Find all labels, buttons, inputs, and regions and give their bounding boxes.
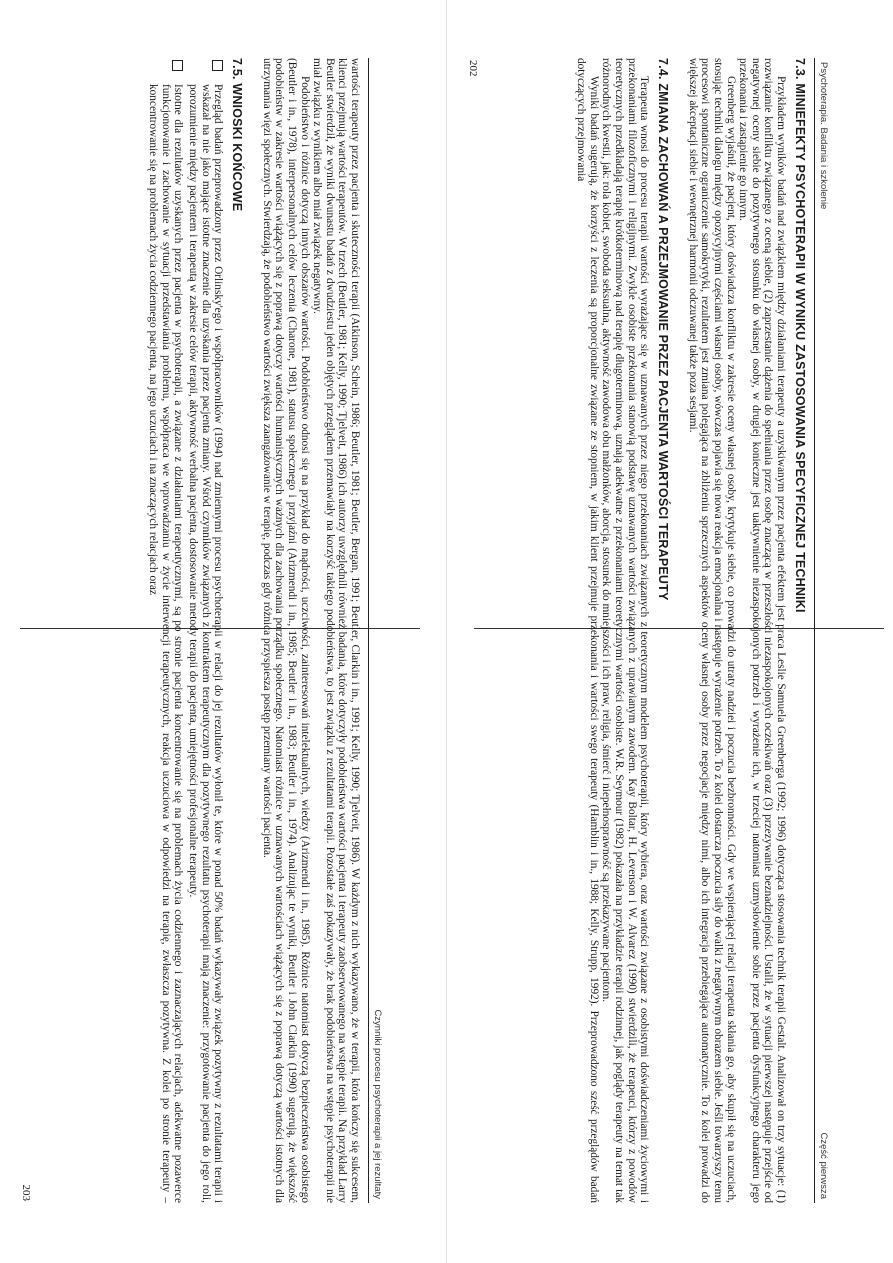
page-number: 203 bbox=[20, 1184, 32, 1201]
header-right: Czynniki procesu psychoterapii a jej rezultaty bbox=[372, 1009, 383, 1199]
header-left: Psychoterapia. Badania i szkolenie bbox=[818, 62, 829, 210]
section-title-7-4: 7.4. ZMIANA ZACHOWAŃ A PRZEJMOWANIE PRZEZ PACJENTA WARTOŚCI TERAPEUTY bbox=[656, 58, 671, 601]
checkbox-square-icon bbox=[212, 60, 223, 71]
page-body bbox=[147, 58, 361, 1203]
paragraph: Przykładem wyników badań nad związkiem między działaniami terapeuty a uzyskiwanym przez pacjenta efektem jest praca Leslie Samuela Greenberga (1992; 1996) dotycząca stosowania technik terapii Gestalt. Analizował on trzy sytuacje: (1) rozwiązanie konfliktu związanego z oceną siebie, (2) zaprzestanie dążenia do spełniania przez osobę znaczącą w przeszłości niezaspokojonych oczekiwań oraz (3) przezywanie beznadziejności. Ustalił, że w sytuacji pierwszej następuje przejście od negatywnej oceny siebie do pozytywnego stosunku do własnej osoby, w drugiej konieczne jest uaktywnienie niezaspokojonych potrzeb i wyrażenie ich, w trzeciej natomiast uzmysłowienie sobie przez pacjenta dysfunkcyjnego charakteru jego przekonania i zastąpienie go innym. bbox=[737, 58, 787, 1203]
bullet-item bbox=[147, 58, 185, 1203]
section-title-7-5: 7.5. WNIOSKI KOŃCOWE bbox=[230, 58, 245, 212]
checkbox-square-icon bbox=[172, 60, 183, 71]
section-title-7-3: 7.3. MINIEFEKTY PSYCHOTERAPII W WYNIKU ZASTOSOWANIA SPECYFICZNEJ TECHNIKI bbox=[793, 58, 807, 613]
bullet-text: Przegląd badań przeprowadzony przez Orlinsky'ego i współpracowników (1994) nad zmiennymi procesu psychoterapii w relacji do jej rezultatów wyłonił te, które w ponad 50% badań wykazywały związek pozytywny z rezultatami terapii i wskazał na nie jako mające istotne znaczenie dla uzyskania przez pacjenta zmiany. Wśród czynników związanych z kontraktem terapeutycznym dla pozytywnego rezultatu psychoterapii mają znaczenie: przygotowanie pacjenta do jego roli, porozumienie między pacjentem i terapeutą w zakresie celów terapii, aktywność werbalna pacjenta, dostosowanie metody terapii do pacjenta, umiejętności profesjonalne terapeuty. bbox=[187, 84, 225, 1203]
paragraph: Podobieństwo i różnice dotyczą innych obszarów wartości. Podobieństwo odnosi się na przykład do mądrości, uczciwości, zainteresowań intelektualnych, wiedzy (Arizmendi i in., 1985). Różnice natomiast dotyczą bezpieczeństwa osobistego (Beutler i in., 1978), interpersonalnych celów leczenia (Charone, 1981), statusu społecznego i przyjaźni (Arizmendi i in., 1985; Beutler i in., 1983; Beutler i in., 1974). Analizując te wyniki, Beutler i John Clarkin (1990) sugerują, że większość podobieństw w zakresie wartości wiążących się z poprawą dotyczy wartości humanistycznych ważnych dla zachowania porządku społecznego. Natomiast różnice w uznawanych wartościach wiążących się z poprawą dotyczą wartości istotnych dla utrzymania więzi społecznych. Stwierdzają, że podobieństwo wartości zwiększa zaangażowanie w terapię, podczas gdy różnica przyspiesza postęp przemiany wartości pacjenta. bbox=[260, 58, 311, 1203]
running-header bbox=[368, 58, 385, 1203]
bullet-item bbox=[186, 58, 224, 1203]
bullet-text: Istotne dla rezultatów uzyskanych przez pacjenta w psychoterapii, a związane z działaniami terapeutycznymi, są po stronie pacjenta koncentrowanie się na problemach życia codziennego i zaznaczających relacjach, adekwatne pozawerce funkcjonowanie i zachowanie w sytuacji przedstawiania problemu, współpraca we wprowadzaniu w życie interwencji terapeutycznych, reakcja uczuciowa w odpowiedzi na terapię, zwłaszcza pozytywna. Z kolei po stronie terapeuty – koncentrowanie się na problemach życia codziennego pacjenta, na jego uczuciach i na znaczących relacjach oraz bbox=[147, 84, 185, 1203]
header-right: Część pierwsza bbox=[818, 1132, 829, 1199]
paragraph: Terapeuta wnosi do procesu terapii wartości wyrażające się w uznawanych przez niego przekonaniach związanych z teoretycznym modelem psychoterapii, który wybiera, oraz wartości związane z osobistymi doświadczeniami życiowymi i przekonaniami filozoficznymi i religijnymi. Zwykle osobiste przekonania stanowią podstawę uznawanych wartości związanych z uprawianym zawodem. Kay Boltar, H. Levenson i W. Alvarez (1990) stwierdzili, że terapeuci, którzy z powodów teoretycznych przedkładają terapię krótkoterminową nad terapię długoterminową, uznają adekwatne z przekonaniami teoretycznymi wartości osobiste. W.R. Seymour (1982) pokazała na przykładzie terapii rodzinnej, jak poglądy terapeuty na temat tak różnorodnych kwestii, jak: rola kobiet, swoboda seksualna, aktywność zawodowa obu małżonków, aborcja, stosunek do mniejszości i ich praw, religia, śmierć i niepełnosprawność są przekazywane pacjentom. bbox=[600, 58, 651, 1203]
running-header bbox=[814, 58, 831, 1203]
paragraph: Greenberg wyjaśnił, że pacjent, który doświadcza konfliktu w zakresie oceny własnej osoby, krytykuje siebie, co prowadzi do utraty nadziei i poczucia bezbronności. Gdy we wspierającej relacji terapeuta skłania go, aby skupił się na uczuciach, stosując techniki dialogu między opozycyjnymi częściami własnej osoby, wówczas pojawia się nowa reakcja emocjonalna i następuje wyrażenie potrzeb. To z kolei dostarcza poczucia siły do walki z negatywnym obrazem siebie. Jeśli towarzyszy temu procesowi spontaniczne ograniczenie samokrytyki, rezultatem jest zmiana polegająca na zbliżeniu sprzecznych aspektów oceny własnej osoby przez negocjacje między nimi, albo ich integracja przebiegająca automatycznie. To z kolei prowadzi do większej akceptacji siebie i wewnętrznej harmonii odczuwanej także poza sesjami. bbox=[686, 58, 737, 1203]
paragraph: Wyniki badań sugerują, że korzyści z leczenia są proporcjonalne związane ze stopniem, w jakim klient przejmuje przekonania i wartości swego terapeuty (Hamblin i in., 1988; Kelly, Strupp, 1992). Przeprowadzono sześć przeglądów badań dotyczących przejmowania bbox=[575, 58, 600, 1203]
page-number: 202 bbox=[467, 60, 479, 77]
page-202 bbox=[447, 0, 893, 1263]
page-body bbox=[575, 58, 807, 1203]
paragraph: wartości terapeuty przez pacjenta i skuteczności terapii (Atkinson, Schein, 1986; Beutler, 1981; Beutler, Bergan, 1991; Beutler, Clarkin i in., 1991; Kelly, 1990; Tjelveit, 1986). W każdym z nich wykazywano, że w terapii, która kończy się sukcesem, klienci przejmują wartości terapeutów. W trzech (Beutler, 1981; Kelly, 1990; Tjelveit, 1986) ich autorzy uwzględnili również badania, które dotyczyły podobieństwa wartości pacjenta i terapeuty zaobserwowanego na wstępie terapii. Na przykład Larry Beutler stwierdził, że wyniki dwunastu badań z dwudziestu jeden objętych przeglądem przemawiały na korzyść takiego podobieństwa, to jest związku z rezultatami terapii. Pozostałe zaś pokazywały, że brak podobieństwa na wstępie psychoterapii nie miał związku z wynikiem albo miał związek negatywny. bbox=[311, 58, 361, 1203]
